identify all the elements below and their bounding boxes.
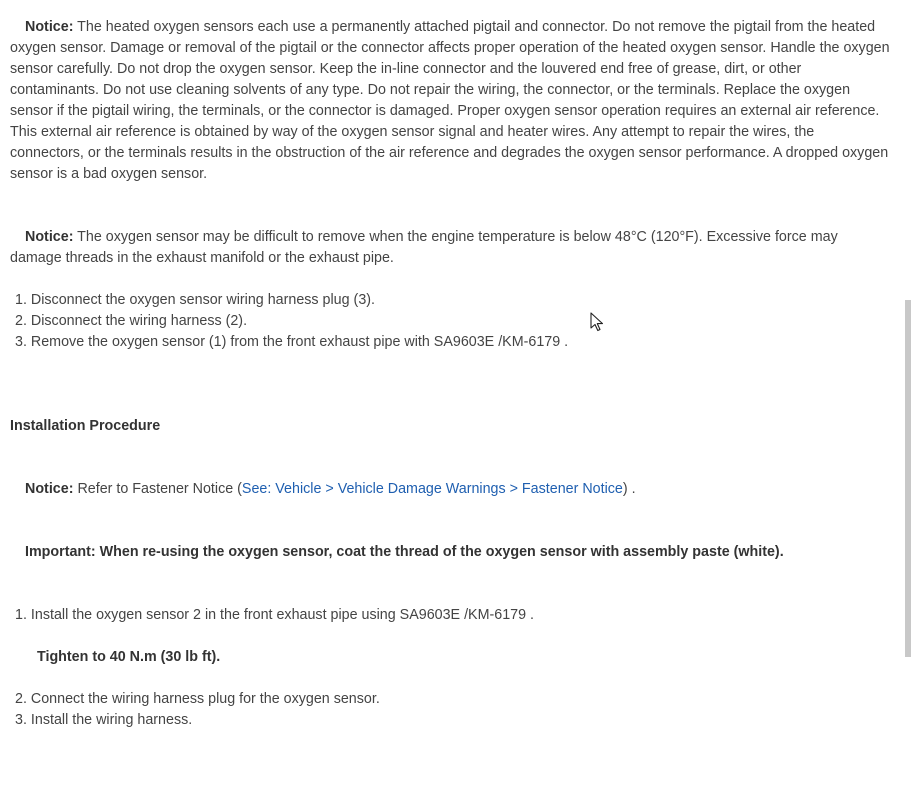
important-text: Important: When re-using the oxygen sensor, coat the thread of the oxygen sensor with assembly paste (white). bbox=[25, 544, 784, 560]
step-number: 3. bbox=[15, 712, 27, 728]
notice-text: The oxygen sensor may be difficult to remove when the engine temperature is below 48°C (120°F). Excessive force may damage threads in the exhaust manifold or the exhaust pipe. bbox=[10, 229, 838, 266]
important-note bbox=[10, 542, 890, 563]
step-text: Disconnect the oxygen sensor wiring harness plug (3). bbox=[26, 292, 376, 308]
scrollbar-thumb[interactable] bbox=[905, 300, 911, 657]
list-item bbox=[10, 332, 890, 353]
step-number: 2. bbox=[15, 313, 27, 329]
list-item bbox=[10, 605, 890, 626]
step-text: Install the wiring harness. bbox=[26, 712, 193, 728]
list-item bbox=[10, 311, 890, 332]
installation-notice-fastener bbox=[10, 479, 890, 500]
step-number: 1. bbox=[15, 607, 27, 623]
list-item bbox=[10, 710, 890, 731]
step-text: Install the oxygen sensor 2 in the front exhaust pipe using SA9603E /KM-6179 . bbox=[26, 607, 534, 623]
installation-steps-list-a bbox=[10, 605, 890, 626]
step-text: Remove the oxygen sensor (1) from the front exhaust pipe with SA9603E /KM-6179 . bbox=[26, 334, 569, 350]
notice-label: Notice: bbox=[25, 229, 74, 245]
installation-procedure-heading: Installation Procedure bbox=[10, 418, 161, 434]
list-item bbox=[10, 689, 890, 710]
removal-notice-oxygen-sensor-handling bbox=[10, 17, 890, 185]
step-number: 3. bbox=[15, 334, 27, 350]
step-text: Disconnect the wiring harness (2). bbox=[26, 313, 248, 329]
installation-steps-list-b bbox=[10, 689, 890, 731]
removal-notice-temperature bbox=[10, 227, 890, 269]
step-text: Connect the wiring harness plug for the oxygen sensor. bbox=[26, 691, 380, 707]
step-number: 1. bbox=[15, 292, 27, 308]
notice-text-after: ) . bbox=[622, 481, 636, 497]
removal-steps-list bbox=[10, 290, 890, 353]
torque-spec: Tighten to 40 N.m (30 lb ft). bbox=[37, 649, 221, 665]
step-number: 2. bbox=[15, 691, 27, 707]
vertical-scrollbar[interactable] bbox=[904, 0, 911, 787]
notice-text: The heated oxygen sensors each use a permanently attached pigtail and connector. Do not remove the pigtail from the heated oxygen sensor. Damage or removal of the pigtail or the connector affects proper operation of the heated oxygen sensor. Handle the oxygen sensor carefully. Do not drop the oxygen sensor. Keep the in-line connector and the louvered end free of grease, dirt, or other contaminants. Do not use cleaning solvents of any type. Do not repair the wiring, the connector, or the terminals. Replace the oxygen sensor if the pigtail wiring, the terminals, or the connector is damaged. Proper oxygen sensor operation requires an external air reference. This external air reference is obtained by way of the oxygen sensor signal and heater wires. Any attempt to repair the wires, the connectors, or the terminals results in the obstruction of the air reference and degrades the oxygen sensor performance. A dropped oxygen sensor is a bad oxygen sensor. bbox=[10, 19, 890, 182]
document-body bbox=[10, 17, 890, 731]
notice-label: Notice: bbox=[25, 481, 74, 497]
list-item bbox=[10, 290, 890, 311]
notice-text: Refer to Fastener Notice ( bbox=[73, 481, 242, 497]
notice-label: Notice: bbox=[25, 19, 74, 35]
mouse-pointer-icon bbox=[590, 312, 604, 332]
fastener-notice-link[interactable]: See: Vehicle > Vehicle Damage Warnings > Fastener Notice bbox=[241, 481, 623, 497]
